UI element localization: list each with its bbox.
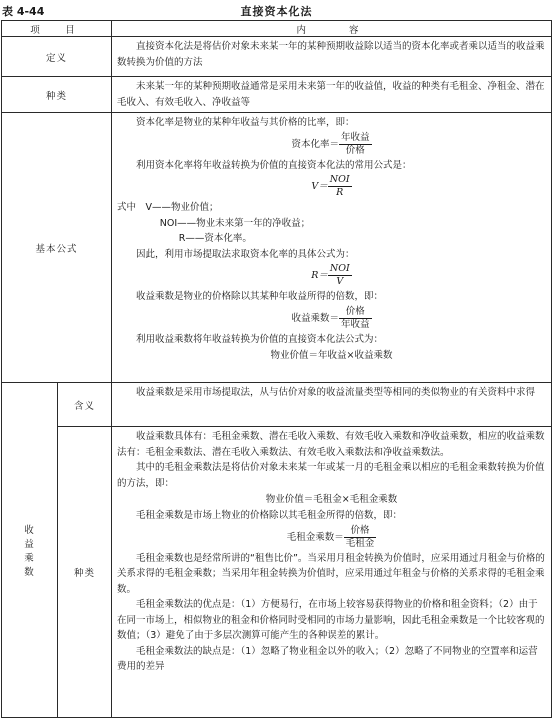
multiplier-label: 收益乘数 (24, 525, 35, 578)
denominator: V (336, 276, 344, 287)
row-content-types (112, 77, 552, 113)
multiplier-formula (117, 306, 546, 331)
column-header-item: 项 目 (2, 21, 112, 37)
table-number: 表 4-44 (2, 5, 45, 18)
types-text: 未来某一年的某种预期收益通常是采用未来第一年的收益值，收益的种类有毛租金、净租金、潜在毛收入、有效毛收入、净收益等 (117, 81, 545, 108)
row-label-types: 种类 (2, 77, 112, 113)
formula-lhs: 毛租金乘数＝ (286, 531, 344, 543)
numerator: NOI (329, 174, 350, 185)
sub-label-meaning: 含义 (58, 383, 112, 427)
table-title: 直接资本化法 (240, 5, 313, 18)
row-content-definition (112, 37, 552, 77)
fraction (339, 306, 372, 331)
row-label-multiplier (2, 383, 58, 718)
formula-paragraph: 因此，利用市场提取法求取资本化率的具体公式为： (136, 248, 355, 260)
numerator: NOI (329, 263, 350, 274)
formula-paragraph: 利用收益乘数将年收益转换为价值的直接资本化法公式为： (136, 333, 384, 345)
multiplier-paragraph: 其中的毛租金乘数法是将估价对象未来某一年或某一月的毛租金乘以相应的毛租金乘数转换为价值的方法，即： (117, 462, 545, 489)
sub-label-types: 种类 (58, 427, 112, 718)
denominator: 毛租金 (345, 537, 375, 549)
row-multiplier-types (2, 427, 552, 718)
formula-lhs: R＝ (311, 270, 328, 281)
fraction (328, 174, 352, 199)
value-formula (117, 174, 546, 199)
market-extraction-formula (117, 263, 546, 288)
multiplier-paragraph: 毛租金乘数法的缺点是：（1）忽略了物业租金以外的收入；（2）忽略了不同物业的空置率和运营费用的差异 (117, 645, 538, 672)
fraction (339, 132, 372, 157)
row-definition (2, 37, 552, 77)
row-label-formula: 基本公式 (2, 113, 112, 383)
multiplier-paragraph: 收益乘数具体有：毛租金乘数、潜在毛收入乘数、有效毛收入乘数和净收益乘数，相应的收益乘数法有：毛租金乘数法、潜在毛收入乘数法、有效毛收入乘数法和净收益乘数法。 (117, 431, 545, 458)
multiplier-paragraph: 毛租金乘数也是经常所讲的“租售比价”。当采用月租金转换为价值时，应采用通过月租金与价格的关系求得的毛租金乘数；当采用年租金转换为价值时，应采用通过年租金与价格的关系求得的毛租金乘数。 (117, 552, 545, 595)
row-content-formula (112, 113, 552, 383)
where-line: NOI——物业未来第一年的净收益； (159, 217, 311, 229)
method-table (1, 20, 552, 718)
multiplier-paragraph: 毛租金乘数法的优点是：（1）方便易行，在市场上较容易获得物业的价格和租金资料；（2）由于在同一市场上，相似物业的租金和价格同时受相同的市场力量影响，因此毛租金乘数是一个比较客观的数值；（3）避免了由于多层次测算可能产生的各种误差的累计。 (117, 599, 545, 641)
row-content-meaning (112, 383, 552, 427)
row-multiplier-meaning (2, 383, 552, 427)
formula-paragraph: 收益乘数是物业的价格除以其某种年收益所得的倍数，即： (136, 291, 384, 302)
multiplier-paragraph: 毛租金乘数是市场上物业的价格除以其毛租金所得的倍数，即： (136, 510, 403, 521)
where-line: R——资本化率。 (178, 233, 252, 244)
column-header-content: 内 容 (112, 21, 552, 37)
property-value-formula: 物业价值＝年收益×收益乘数 (270, 350, 393, 361)
fraction (344, 525, 377, 550)
formula-paragraph: 利用资本化率将年收益转换为价值的直接资本化法的常用公式是： (136, 159, 412, 171)
numerator: 价格 (344, 525, 377, 538)
numerator: 价格 (339, 306, 372, 319)
table-header (0, 3, 553, 19)
denominator: 年收益 (341, 318, 370, 330)
gross-rent-value-formula: 物业价值＝毛租金×毛租金乘数 (265, 494, 398, 505)
meaning-text: 收益乘数是采用市场提取法，从与估价对象的收益流量类型等相同的类似物业的有关资料中求得 (136, 387, 536, 398)
row-label-definition: 定义 (2, 37, 112, 77)
formula-lhs: 收益乘数＝ (291, 312, 339, 324)
where-line: 式中 V——物业价值； (117, 202, 219, 213)
row-content-multiplier-types (112, 427, 552, 718)
cap-rate-formula (117, 132, 546, 157)
formula-lhs: V＝ (311, 181, 328, 192)
numerator: 年收益 (341, 131, 370, 143)
definition-text: 直接资本化法是将估价对象未来某一年的某种预期收益除以适当的资本化率或者乘以适当的收益乘数转换为价值的方法 (117, 41, 545, 68)
row-formula (2, 113, 552, 383)
row-types (2, 77, 552, 113)
fraction (328, 263, 352, 288)
gross-rent-multiplier-formula (117, 525, 546, 550)
column-header-row (2, 21, 552, 37)
formula-lhs: 资本化率＝ (291, 138, 339, 150)
formula-paragraph: 资本化率是物业的某种年收益与其价格的比率，即： (136, 117, 355, 128)
denominator: 价格 (345, 144, 365, 156)
denominator: R (336, 187, 344, 198)
